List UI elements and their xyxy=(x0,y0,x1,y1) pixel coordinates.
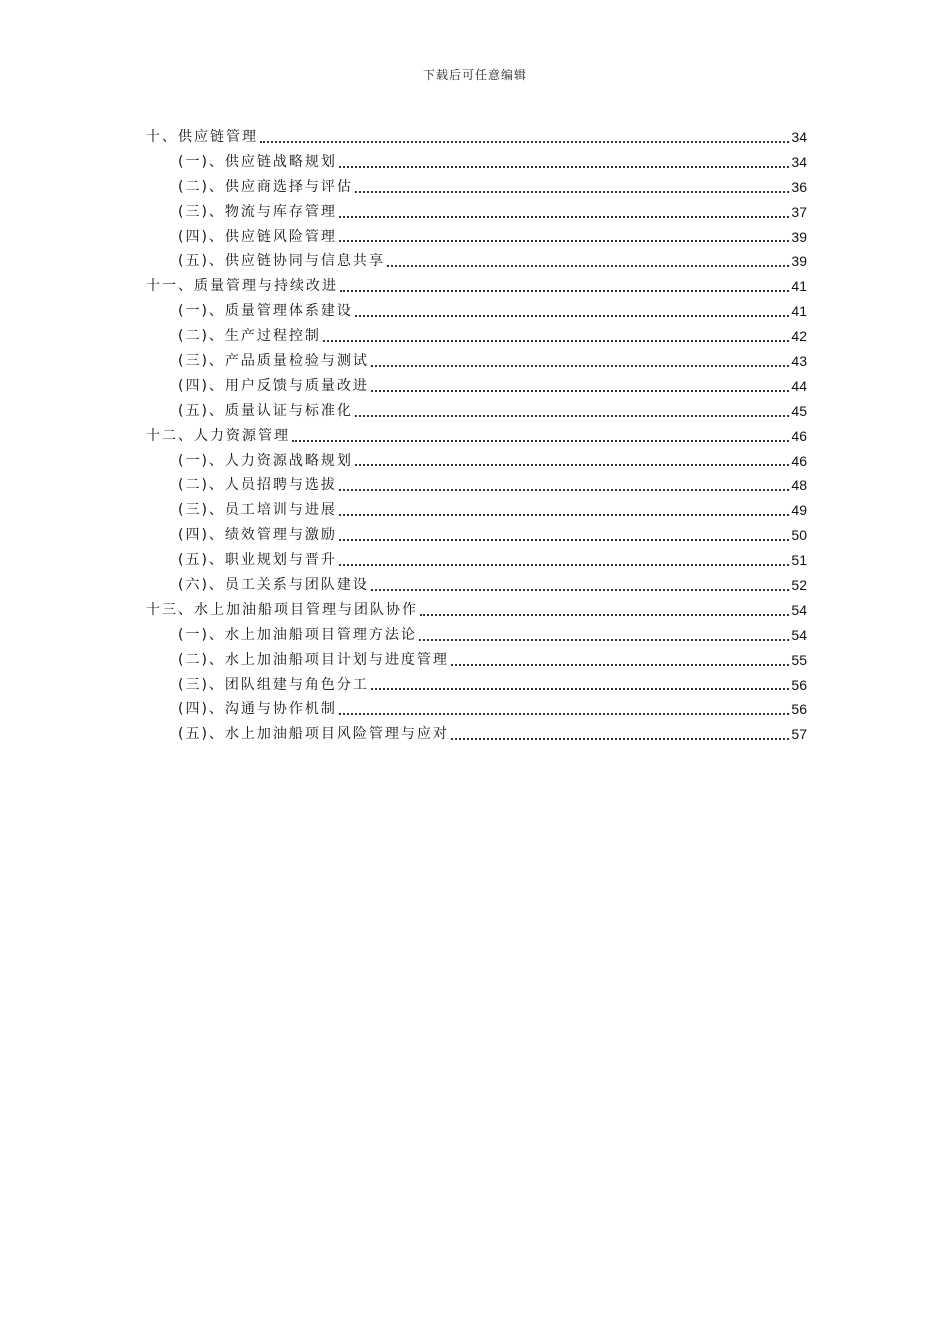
toc-dot-leader xyxy=(419,639,789,641)
toc-entry-title: 十三、水上加油船项目管理与团队协作 xyxy=(146,601,418,618)
toc-section-entry[interactable] xyxy=(146,249,807,274)
toc-page-number: 49 xyxy=(791,502,807,519)
toc-section-entry[interactable] xyxy=(146,548,807,573)
toc-entry-title: (五)、供应链协同与信息共享 xyxy=(178,253,385,270)
toc-dot-leader xyxy=(339,514,789,516)
toc-page-number: 36 xyxy=(791,178,807,195)
toc-page-number: 34 xyxy=(791,128,807,145)
toc-section-entry[interactable] xyxy=(146,349,807,374)
toc-section-entry[interactable] xyxy=(146,399,807,424)
toc-section-entry[interactable] xyxy=(146,225,807,250)
toc-page-number: 54 xyxy=(791,626,807,643)
toc-page-number: 43 xyxy=(791,353,807,369)
toc-page-number: 54 xyxy=(791,601,807,618)
toc-dot-leader xyxy=(260,141,789,143)
toc-chapter-entry[interactable] xyxy=(146,598,807,623)
toc-dot-leader xyxy=(451,738,789,740)
toc-dot-leader xyxy=(355,315,789,317)
toc-section-entry[interactable] xyxy=(146,573,807,598)
toc-dot-leader xyxy=(339,489,789,491)
toc-dot-leader xyxy=(371,589,789,591)
toc-entry-title: (三)、团队组建与角色分工 xyxy=(178,676,369,693)
toc-dot-leader xyxy=(339,166,789,168)
toc-section-entry[interactable] xyxy=(146,175,807,200)
toc-entry-title: (二)、水上加油船项目计划与进度管理 xyxy=(178,651,449,668)
toc-page-number: 41 xyxy=(791,303,807,320)
toc-entry-title: (二)、生产过程控制 xyxy=(178,328,321,345)
toc-dot-leader xyxy=(339,216,789,218)
toc-entry-title: 十一、质量管理与持续改进 xyxy=(146,278,338,295)
toc-entry-title: 十、供应链管理 xyxy=(146,128,258,145)
toc-chapter-entry[interactable] xyxy=(146,274,807,299)
toc-chapter-entry[interactable] xyxy=(146,125,807,150)
toc-dot-leader xyxy=(339,564,789,566)
toc-page-number: 41 xyxy=(791,278,807,295)
toc-page-number: 44 xyxy=(791,377,807,394)
toc-page-number: 34 xyxy=(791,153,807,170)
toc-section-entry[interactable] xyxy=(146,150,807,175)
toc-page-number: 57 xyxy=(791,726,807,743)
toc-entry-title: (一)、质量管理体系建设 xyxy=(178,303,353,320)
toc-page-number: 50 xyxy=(791,527,807,544)
toc-section-entry[interactable] xyxy=(146,498,807,523)
toc-section-entry[interactable] xyxy=(146,449,807,474)
toc-entry-title: (一)、水上加油船项目管理方法论 xyxy=(178,626,417,643)
toc-dot-leader xyxy=(371,688,789,690)
toc-entry-title: (二)、供应商选择与评估 xyxy=(178,178,353,195)
toc-entry-title: (一)、人力资源战略规划 xyxy=(178,452,353,469)
toc-dot-leader xyxy=(371,390,789,392)
toc-section-entry[interactable] xyxy=(146,523,807,548)
toc-dot-leader xyxy=(355,464,789,466)
toc-dot-leader xyxy=(340,290,789,292)
toc-chapter-entry[interactable] xyxy=(146,424,807,449)
toc-section-entry[interactable] xyxy=(146,324,807,349)
toc-entry-title: (一)、供应链战略规划 xyxy=(178,153,337,170)
toc-dot-leader xyxy=(292,440,789,442)
toc-page-number: 56 xyxy=(791,676,807,693)
toc-section-entry[interactable] xyxy=(146,473,807,498)
toc-section-entry[interactable] xyxy=(146,374,807,399)
toc-page-number: 51 xyxy=(791,552,807,569)
toc-page-number: 39 xyxy=(791,228,807,245)
toc-page-number: 37 xyxy=(791,203,807,220)
toc-page-number: 52 xyxy=(791,577,807,594)
toc-page-number: 55 xyxy=(791,651,807,668)
toc-entry-title: (六)、员工关系与团队建设 xyxy=(178,577,369,594)
toc-page-number: 39 xyxy=(791,253,807,270)
toc-entry-title: (五)、职业规划与晋升 xyxy=(178,552,337,569)
toc-page-number: 56 xyxy=(791,701,807,718)
toc-section-entry[interactable] xyxy=(146,722,807,747)
toc-dot-leader xyxy=(451,664,789,666)
toc-page-number: 46 xyxy=(791,427,807,444)
toc-entry-title: (三)、产品质量检验与测试 xyxy=(178,353,369,369)
toc-entry-title: (四)、供应链风险管理 xyxy=(178,228,337,245)
toc-section-entry[interactable] xyxy=(146,648,807,673)
toc-entry-title: (五)、水上加油船项目风险管理与应对 xyxy=(178,726,449,743)
toc-dot-leader xyxy=(339,713,789,715)
toc-dot-leader xyxy=(323,340,789,342)
toc-page-number: 48 xyxy=(791,477,807,494)
toc-section-entry[interactable] xyxy=(146,623,807,648)
toc-section-entry[interactable] xyxy=(146,697,807,722)
toc-entry-title: (三)、员工培训与进展 xyxy=(178,502,337,519)
page-header: 下载后可任意编辑 xyxy=(422,68,527,82)
toc-section-entry[interactable] xyxy=(146,200,807,225)
toc-page-number: 45 xyxy=(791,402,807,419)
toc-entry-title: (二)、人员招聘与选拔 xyxy=(178,477,337,494)
toc-dot-leader xyxy=(387,265,789,267)
toc-page-number: 46 xyxy=(791,452,807,469)
toc-dot-leader xyxy=(339,240,789,242)
toc-dot-leader xyxy=(355,415,789,417)
toc-page-number: 42 xyxy=(791,328,807,345)
toc-entry-title: 十二、人力资源管理 xyxy=(146,427,290,444)
toc-section-entry[interactable] xyxy=(146,673,807,698)
toc-entry-title: (四)、沟通与协作机制 xyxy=(178,701,337,718)
toc-entry-title: (五)、质量认证与标准化 xyxy=(178,402,353,419)
toc-dot-leader xyxy=(371,365,789,367)
toc-entry-title: (四)、用户反馈与质量改进 xyxy=(178,377,369,394)
toc-dot-leader xyxy=(355,191,789,193)
toc-entry-title: (三)、物流与库存管理 xyxy=(178,203,337,220)
toc-dot-leader xyxy=(339,539,789,541)
toc-entry-title: (四)、绩效管理与激励 xyxy=(178,527,337,544)
toc-dot-leader xyxy=(420,614,789,616)
table-of-contents xyxy=(146,125,807,747)
toc-section-entry[interactable] xyxy=(146,299,807,324)
